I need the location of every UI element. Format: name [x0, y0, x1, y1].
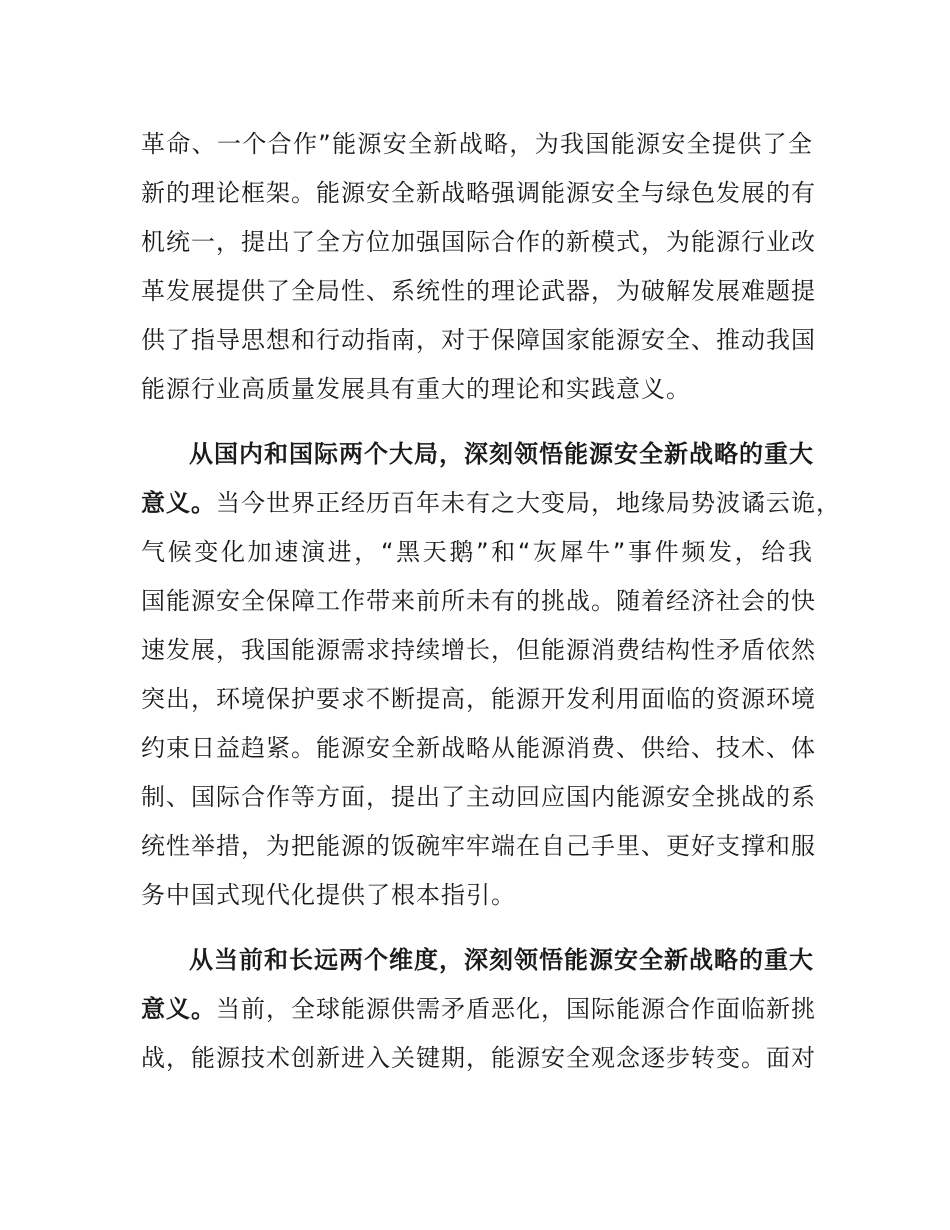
paragraph-1-line-5: 供了指导思想和行动指南，对于保障国家能源安全、推动我国	[141, 326, 816, 354]
paragraph-2-line-2	[141, 487, 841, 519]
paragraph-3-line-2-text: 当前，全球能源供需矛盾恶化，国际能源合作面临新挑	[216, 995, 816, 1023]
paragraph-2-line-8: 制、国际合作等方面，提出了主动回应国内能源安全挑战的系	[141, 783, 816, 811]
paragraph-2-line-7: 约束日益趋紧。能源安全新战略从能源消费、供给、技术、体	[141, 734, 816, 762]
paragraph-3-heading-end: 意义。	[141, 995, 216, 1023]
paragraph-2-line-2-text: 当今世界正经历百年未有之大变局，地缘局势波谲云诡，	[216, 489, 841, 517]
paragraph-2-heading-end: 意义。	[141, 489, 216, 517]
paragraph-2-line-4: 国能源安全保障工作带来前所未有的挑战。随着经济社会的快	[141, 587, 816, 615]
paragraph-1-line-6: 能源行业高质量发展具有重大的理论和实践意义。	[141, 375, 691, 403]
paragraph-3-line-2	[141, 993, 816, 1025]
paragraph-2-line-6: 突出，环境保护要求不断提高，能源开发利用面临的资源环境	[141, 685, 816, 713]
paragraph-1-line-3: 机统一，提出了全方位加强国际合作的新模式，为能源行业改	[141, 228, 816, 256]
paragraph-1-line-4: 革发展提供了全局性、系统性的理论武器，为破解发展难题提	[141, 277, 816, 305]
paragraph-2-line-3: 气候变化加速演进，“黑天鹅”和“灰犀牛”事件频发，给我	[141, 538, 813, 566]
paragraph-2-heading: 从国内和国际两个大局，深刻领悟能源安全新战略的重大	[189, 440, 814, 468]
paragraph-2-line-9: 统性举措，为把能源的饭碗牢牢端在自己手里、更好支撑和服	[141, 832, 816, 860]
paragraph-1-line-1: 革命、一个合作”能源安全新战略，为我国能源安全提供了全	[141, 130, 813, 158]
paragraph-1-line-2: 新的理论框架。能源安全新战略强调能源安全与绿色发展的有	[141, 179, 816, 207]
paragraph-2-line-5: 速发展，我国能源需求持续增长，但能源消费结构性矛盾依然	[141, 636, 816, 664]
paragraph-3-line-3: 战，能源技术创新进入关键期，能源安全观念逐步转变。面对	[141, 1044, 816, 1072]
paragraph-3-heading: 从当前和长远两个维度，深刻领悟能源安全新战略的重大	[189, 946, 814, 974]
paragraph-2-line-10: 务中国式现代化提供了根本指引。	[141, 881, 516, 909]
